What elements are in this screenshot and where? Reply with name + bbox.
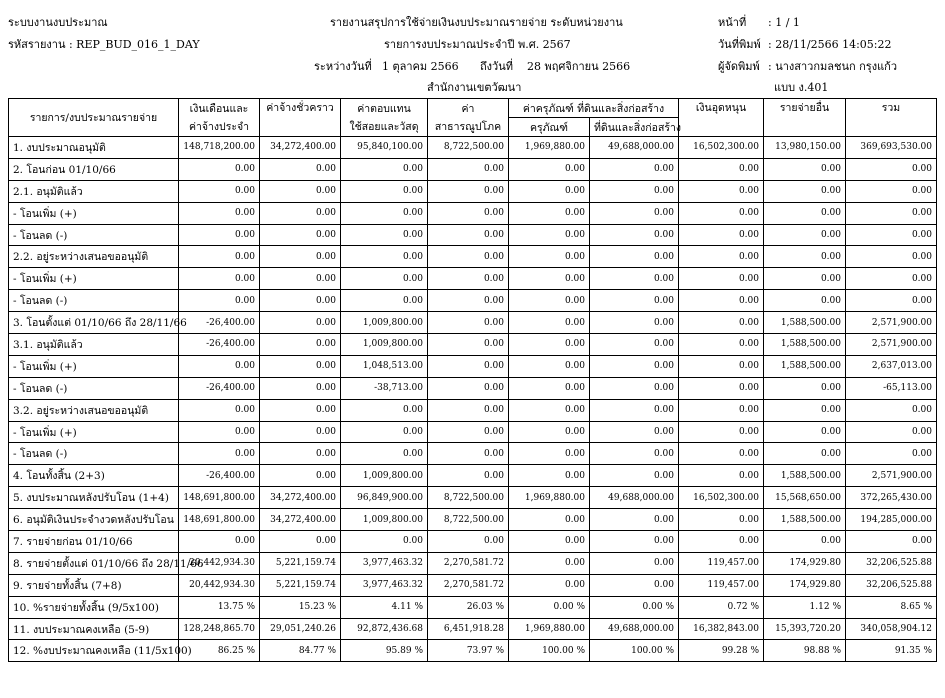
table-cell: 0.00 [341,246,428,268]
row-label: 4. โอนทั้งสิ้น (2+3) [9,465,179,487]
table-cell: 73.97 % [428,640,509,662]
table-cell: 0.00 [590,531,679,553]
table-cell: 0.00 [509,377,590,399]
table-cell: 86.25 % [179,640,260,662]
table-cell: 0.00 [764,531,846,553]
table-row [9,399,937,421]
table-row [9,268,937,290]
table-cell: 0.00 [590,574,679,596]
table-cell: 0.00 [846,180,937,202]
table-cell: 0.00 [509,399,590,421]
table-cell: 0.00 [679,246,764,268]
row-label: 3.1. อนุมัติแล้ว [9,334,179,356]
table-cell: 20,442,934.30 [179,552,260,574]
table-cell: 0.00 [590,399,679,421]
table-cell: 0.00 [341,399,428,421]
table-cell: 0.00 [260,158,341,180]
table-cell: 2,270,581.72 [428,552,509,574]
table-cell: 340,058,904.12 [846,618,937,640]
table-cell: 2,571,900.00 [846,334,937,356]
table-cell: 0.00 [179,246,260,268]
table-cell: 0.00 [428,443,509,465]
table-cell: 0.00 [590,355,679,377]
table-cell: 1,048,513.00 [341,355,428,377]
table-cell: 0.00 [260,180,341,202]
row-label: 11. งบประมาณคงเหลือ (5-9) [9,618,179,640]
table-cell: 372,265,430.00 [846,487,937,509]
table-cell: 0.00 [341,158,428,180]
table-cell: 1,009,800.00 [341,465,428,487]
table-cell: 8,722,500.00 [428,137,509,159]
table-cell: 0.00 [260,399,341,421]
table-row [9,465,937,487]
table-row [9,640,937,662]
table-cell: 0.00 [260,290,341,312]
table-cell: 0.00 [428,531,509,553]
table-cell: 0.00 [179,531,260,553]
table-cell: 15.23 % [260,596,341,618]
table-cell: 0.00 [260,531,341,553]
table-cell: 0.00 [509,268,590,290]
table-cell: 0.00 % [509,596,590,618]
table-cell: 0.00 [846,246,937,268]
table-cell: 0.00 [590,552,679,574]
table-cell: 1,969,880.00 [509,137,590,159]
col-header-salary: เงินเดือนและ [179,99,260,118]
table-row [9,596,937,618]
table-cell: 0.00 [509,355,590,377]
printer-value: : นางสาวกมลชนก กรุงแก้ว [768,60,897,73]
table-cell: -26,400.00 [179,377,260,399]
col-header-utilities-line2: สาธารณูปโภค [428,118,509,137]
table-cell: 0.00 [764,180,846,202]
table-cell: 16,502,300.00 [679,137,764,159]
table-cell: 34,272,400.00 [260,137,341,159]
table-cell: 0.00 [341,531,428,553]
table-cell: 0.00 [764,290,846,312]
table-cell: 0.00 [341,290,428,312]
table-row [9,312,937,334]
report-code: รหัสรายงาน : REP_BUD_016_1_DAY [8,38,200,51]
table-cell: 5,221,159.74 [260,574,341,596]
table-cell: 0.00 [764,399,846,421]
report-title: รายงานสรุปการใช้จ่ายเงินงบประมาณรายจ่าย ระดับหน่วยงาน [330,16,623,29]
office-name: สำนักงานเขตวัฒนา [427,81,522,94]
table-cell: 2,637,013.00 [846,355,937,377]
table-cell: 100.00 % [590,640,679,662]
table-cell: 0.00 [260,224,341,246]
table-cell: 0.00 [590,465,679,487]
table-cell: 0.00 [846,399,937,421]
table-cell: 16,502,300.00 [679,487,764,509]
table-cell: 2,571,900.00 [846,465,937,487]
table-cell: 0.00 [179,180,260,202]
table-cell: 1,588,500.00 [764,355,846,377]
table-cell: 2,270,581.72 [428,574,509,596]
row-label: 5. งบประมาณหลังปรับโอน (1+4) [9,487,179,509]
table-cell: 0.00 [590,312,679,334]
table-cell: 0.00 [509,531,590,553]
table-row [9,180,937,202]
page-label: หน้าที่ [718,16,747,29]
table-cell: 2,571,900.00 [846,312,937,334]
table-cell: 95.89 % [341,640,428,662]
table-cell: -65,113.00 [846,377,937,399]
table-cell: 0.00 [764,246,846,268]
row-label: - โอนลด (-) [9,290,179,312]
table-cell: 194,285,000.00 [846,509,937,531]
table-cell: 16,382,843.00 [679,618,764,640]
table-cell: 0.00 [846,443,937,465]
col-header-temp-wage: ค่าจ้างชั่วคราว [260,99,341,137]
col-header-equipment: ครุภัณฑ์ [509,118,590,137]
table-cell: 26.03 % [428,596,509,618]
table-cell: 1,969,880.00 [509,487,590,509]
table-row [9,224,937,246]
table-row [9,246,937,268]
table-cell: 0.00 [679,509,764,531]
table-cell: 0.00 [679,421,764,443]
table-cell: 1,588,500.00 [764,509,846,531]
row-label: - โอนเพิ่ม (+) [9,421,179,443]
table-cell: 3,977,463.32 [341,574,428,596]
table-cell: 0.00 [679,158,764,180]
table-cell: 0.00 [260,334,341,356]
table-cell: 98.88 % [764,640,846,662]
table-cell: 0.00 [846,268,937,290]
table-cell: 0.00 [764,224,846,246]
table-cell: 0.00 [428,268,509,290]
table-cell: 0.00 [590,421,679,443]
table-cell: 0.00 [590,268,679,290]
table-cell: 1,588,500.00 [764,465,846,487]
col-header-subsidy: เงินอุดหนุน [679,99,764,137]
table-row [9,531,937,553]
table-cell: 95,840,100.00 [341,137,428,159]
table-row [9,158,937,180]
table-cell: 0.00 [764,421,846,443]
table-row [9,334,937,356]
table-cell: 0.00 [679,224,764,246]
table-cell: 0.00 [428,465,509,487]
row-label: 3. โอนตั้งแต่ 01/10/66 ถึง 28/11/66 [9,312,179,334]
row-label: 2.1. อนุมัติแล้ว [9,180,179,202]
table-row [9,421,937,443]
table-cell: 84.77 % [260,640,341,662]
col-header-utilities: ค่า [428,99,509,118]
table-cell: 6,451,918.28 [428,618,509,640]
row-label: 1. งบประมาณอนุมัติ [9,137,179,159]
table-cell: 0.00 [428,377,509,399]
table-cell: 0.00 [428,290,509,312]
table-cell: 0.00 [509,574,590,596]
table-cell: 0.00 [260,268,341,290]
table-cell: -26,400.00 [179,312,260,334]
table-cell: 0.00 [509,224,590,246]
table-cell: 0.00 [179,202,260,224]
row-label: 2. โอนก่อน 01/10/66 [9,158,179,180]
table-cell: 0.00 [509,334,590,356]
table-cell: 1,009,800.00 [341,312,428,334]
table-cell: 0.00 [846,224,937,246]
col-header-salary-line2: ค่าจ้างประจำ [179,118,260,137]
col-header-land: ที่ดินและสิ่งก่อสร้าง [590,118,679,137]
table-cell: 0.00 [679,377,764,399]
row-label: - โอนเพิ่ม (+) [9,268,179,290]
table-cell: 1,969,880.00 [509,618,590,640]
table-cell: 0.00 [428,421,509,443]
row-label: - โอนลด (-) [9,377,179,399]
table-cell: 0.00 [846,202,937,224]
col-header-total: รวม [846,99,937,137]
table-cell: 0.00 [179,224,260,246]
table-cell: 119,457.00 [679,552,764,574]
table-cell: 0.00 [679,268,764,290]
table-cell: 0.00 [679,443,764,465]
table-cell: 32,206,525.88 [846,552,937,574]
print-date-value: : 28/11/2566 14:05:22 [768,38,892,51]
table-cell: 0.00 [846,421,937,443]
col-header-compensation-line2: ใช้สอยและวัสดุ [341,118,428,137]
table-cell: 0.00 [846,531,937,553]
table-cell: 0.00 [679,312,764,334]
row-label: 7. รายจ่ายก่อน 01/10/66 [9,531,179,553]
table-row [9,137,937,159]
table-cell: 0.00 [509,312,590,334]
table-cell: 0.00 [764,268,846,290]
table-cell: 0.00 [764,158,846,180]
table-cell: 0.00 [428,202,509,224]
table-cell: 0.00 [509,443,590,465]
table-cell: 174,929.80 [764,552,846,574]
table-cell: 0.00 [428,312,509,334]
table-cell: 99.28 % [679,640,764,662]
table-cell: 0.00 [179,355,260,377]
table-cell: 0.00 [679,290,764,312]
col-header-item: รายการ/งบประมาณรายจ่าย [9,99,179,137]
table-cell: -38,713.00 [341,377,428,399]
table-cell: 0.00 [428,180,509,202]
page-value: : 1 / 1 [768,16,800,29]
row-label: 6. อนุมัติเงินประจำงวดหลังปรับโอน [9,509,179,531]
period-to: 28 พฤศจิกายน 2566 [527,60,631,73]
table-cell: 4.11 % [341,596,428,618]
table-cell: 8,722,500.00 [428,509,509,531]
table-cell: 0.00 [341,180,428,202]
form-code: แบบ ง.401 [774,81,829,94]
printer-label: ผู้จัดพิมพ์ [718,60,760,73]
table-cell: 0.00 [764,377,846,399]
system-name: ระบบงานงบประมาณ [8,16,108,29]
col-header-asset-group: ค่าครุภัณฑ์ ที่ดินและสิ่งก่อสร้าง [509,99,679,118]
table-cell: 0.00 [260,355,341,377]
table-cell: 0.00 [590,443,679,465]
report-subtitle: รายการงบประมาณประจำปี พ.ศ. 2567 [384,38,571,51]
table-cell: 0.00 [679,531,764,553]
row-label: 2.2. อยู่ระหว่างเสนอขออนุมัติ [9,246,179,268]
row-label: 10. %รายจ่ายทั้งสิ้น (9/5x100) [9,596,179,618]
table-cell: 0.00 [341,443,428,465]
table-cell: 0.00 [428,158,509,180]
report-table [8,98,937,662]
table-cell: 8,722,500.00 [428,487,509,509]
table-cell: 174,929.80 [764,574,846,596]
table-cell: 0.00 [260,377,341,399]
period-from: 1 ตุลาคม 2566 [382,60,459,73]
table-cell: 0.00 [590,334,679,356]
table-row [9,618,937,640]
row-label: 8. รายจ่ายตั้งแต่ 01/10/66 ถึง 28/11/66 [9,552,179,574]
table-cell: 369,693,530.00 [846,137,937,159]
table-cell: 0.00 [260,246,341,268]
table-cell: 0.72 % [679,596,764,618]
table-cell: 34,272,400.00 [260,509,341,531]
table-cell: 92,872,436.68 [341,618,428,640]
table-cell: 1,588,500.00 [764,334,846,356]
table-cell: 0.00 [679,334,764,356]
table-cell: 15,393,720.20 [764,618,846,640]
table-cell: 0.00 [260,202,341,224]
table-row [9,443,937,465]
table-cell: 0.00 [764,443,846,465]
table-cell: 0.00 [341,202,428,224]
row-label: - โอนลด (-) [9,224,179,246]
table-cell: 0.00 [509,158,590,180]
row-label: - โอนเพิ่ม (+) [9,355,179,377]
table-row [9,574,937,596]
table-cell: 0.00 [509,180,590,202]
period-to-label: ถึงวันที่ [480,60,513,73]
table-cell: 0.00 [590,202,679,224]
table-cell: 0.00 [179,421,260,443]
table-cell: 148,691,800.00 [179,509,260,531]
table-cell: 96,849,900.00 [341,487,428,509]
table-cell: 0.00 % [590,596,679,618]
table-cell: 0.00 [509,246,590,268]
table-cell: 0.00 [428,224,509,246]
table-cell: 5,221,159.74 [260,552,341,574]
table-cell: 13.75 % [179,596,260,618]
table-cell: 0.00 [509,509,590,531]
table-cell: 32,206,525.88 [846,574,937,596]
table-cell: 0.00 [260,312,341,334]
table-cell: 0.00 [679,355,764,377]
table-cell: 0.00 [590,158,679,180]
table-cell: 0.00 [428,399,509,421]
table-cell: 0.00 [846,290,937,312]
table-cell: 0.00 [260,421,341,443]
table-cell: 13,980,150.00 [764,137,846,159]
table-cell: 29,051,240.26 [260,618,341,640]
table-cell: 0.00 [341,421,428,443]
table-cell: 0.00 [509,202,590,224]
table-cell: 0.00 [341,224,428,246]
table-cell: 49,688,000.00 [590,137,679,159]
table-cell: 148,691,800.00 [179,487,260,509]
table-cell: 3,977,463.32 [341,552,428,574]
table-cell: 1,588,500.00 [764,312,846,334]
table-cell: 20,442,934.30 [179,574,260,596]
table-cell: 0.00 [509,465,590,487]
row-label: 3.2. อยู่ระหว่างเสนอขออนุมัติ [9,399,179,421]
table-cell: 128,248,865.70 [179,618,260,640]
table-cell: 148,718,200.00 [179,137,260,159]
table-cell: 1,009,800.00 [341,334,428,356]
table-cell: 91.35 % [846,640,937,662]
table-cell: 0.00 [179,268,260,290]
table-cell: 0.00 [590,290,679,312]
table-cell: 0.00 [846,158,937,180]
table-cell: 0.00 [179,290,260,312]
print-date-label: วันที่พิมพ์ [718,38,761,51]
table-cell: 0.00 [764,202,846,224]
table-cell: 0.00 [590,246,679,268]
table-cell: 0.00 [179,443,260,465]
table-cell: 8.65 % [846,596,937,618]
table-row [9,290,937,312]
table-cell: 0.00 [590,377,679,399]
table-cell: 49,688,000.00 [590,487,679,509]
table-row [9,487,937,509]
table-row [9,509,937,531]
table-cell: 0.00 [509,421,590,443]
period-from-label: ระหว่างวันที่ [314,60,372,73]
table-cell: 0.00 [179,158,260,180]
table-cell: -26,400.00 [179,465,260,487]
row-label: 9. รายจ่ายทั้งสิ้น (7+8) [9,574,179,596]
table-cell: 0.00 [509,552,590,574]
table-row [9,202,937,224]
table-row [9,377,937,399]
table-cell: 34,272,400.00 [260,487,341,509]
table-cell: 0.00 [428,246,509,268]
table-cell: 1,009,800.00 [341,509,428,531]
table-cell: 1.12 % [764,596,846,618]
row-label: - โอนลด (-) [9,443,179,465]
table-cell: 0.00 [428,334,509,356]
table-cell: 0.00 [590,180,679,202]
table-cell: 0.00 [260,443,341,465]
table-cell: 49,688,000.00 [590,618,679,640]
table-cell: 0.00 [341,268,428,290]
table-cell: 15,568,650.00 [764,487,846,509]
table-cell: 0.00 [179,399,260,421]
table-cell: 0.00 [509,290,590,312]
table-cell: -26,400.00 [179,334,260,356]
table-cell: 0.00 [679,465,764,487]
table-cell: 0.00 [590,509,679,531]
table-cell: 100.00 % [509,640,590,662]
table-cell: 0.00 [679,399,764,421]
table-cell: 0.00 [679,180,764,202]
row-label: - โอนเพิ่ม (+) [9,202,179,224]
table-row [9,355,937,377]
col-header-other: รายจ่ายอื่น [764,99,846,137]
table-cell: 0.00 [679,202,764,224]
row-label: 12. %งบประมาณคงเหลือ (11/5x100) [9,640,179,662]
table-cell: 119,457.00 [679,574,764,596]
table-cell: 0.00 [590,224,679,246]
col-header-compensation: ค่าตอบแทน [341,99,428,118]
table-cell: 0.00 [428,355,509,377]
table-row [9,552,937,574]
table-cell: 0.00 [260,465,341,487]
